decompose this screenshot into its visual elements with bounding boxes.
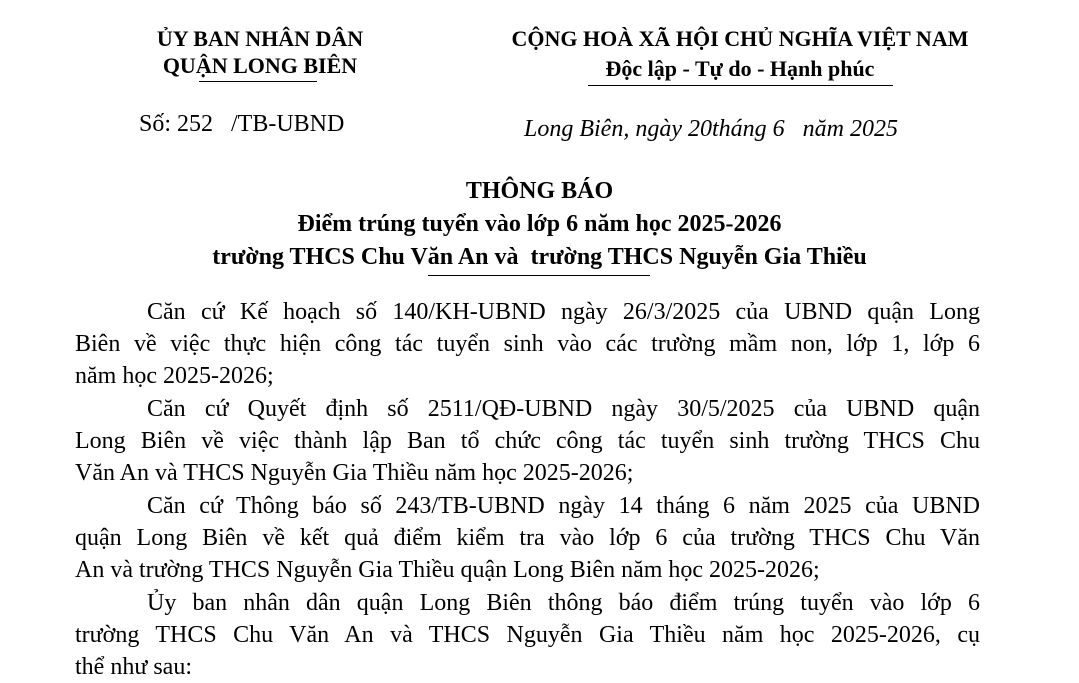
authority-underline [199,81,317,82]
motto-underline [588,85,893,86]
issuing-authority-line1: ỦY BAN NHÂN DÂN [156,26,364,51]
national-motto: Độc lập - Tự do - Hạnh phúc [605,56,875,81]
text-line: Ủy ban nhân dân quận Long Biên thông báo điểm trúng tuyển vào lớp 6 [147,590,980,616]
text-line: An và trường THCS Nguyễn Gia Thiều quận Long Biên năm học 2025-2026; [75,557,820,583]
title-underline [428,275,650,276]
text-line: Văn An và THCS Nguyễn Gia Thiều năm học 2025-2026; [75,460,634,486]
text-line: Căn cứ Thông báo số 243/TB-UBND ngày 14 tháng 6 năm 2025 của UBND [147,493,980,519]
text-line: trường THCS Chu Văn An và THCS Nguyễn Gia Thiều năm học 2025-2026, cụ [75,622,980,648]
paragraph-legal-basis-1 [75,296,980,392]
paragraph-legal-basis-2 [75,393,980,489]
text-line: năm học 2025-2026; [75,363,274,389]
document-subtitle: Điểm trúng tuyển vào lớp 6 năm học 2025-2026 [297,211,782,237]
document-number: Số: 252 /TB-UBND [139,111,345,137]
document-title: THÔNG BÁO [465,178,614,204]
text-line: quận Long Biên về kết quả điểm kiểm tra vào lớp 6 của trường THCS Chu Văn [75,525,980,551]
place-and-date: Long Biên, ngày 20tháng 6 năm 2025 [524,116,898,142]
issuing-authority-line2: QUẬN LONG BIÊN [162,53,358,78]
document-subtitle-schools: trường THCS Chu Văn An và trường THCS Nguyễn Gia Thiều [212,244,867,270]
text-line: Căn cứ Quyết định số 2511/QĐ-UBND ngày 30/5/2025 của UBND quận [147,396,980,422]
text-line: Biên về việc thực hiện công tác tuyển sinh vào các trường mầm non, lớp 1, lớp 6 [75,331,980,357]
paragraph-announcement [75,587,980,683]
text-line: thể như sau: [75,654,192,680]
text-line: Căn cứ Kế hoạch số 140/KH-UBND ngày 26/3/2025 của UBND quận Long [147,299,980,325]
text-line: Long Biên về việc thành lập Ban tổ chức công tác tuyển sinh trường THCS Chu [75,428,980,454]
national-title: CỘNG HOÀ XÃ HỘI CHỦ NGHĨA VIỆT NAM [511,26,969,51]
paragraph-legal-basis-3 [75,490,980,586]
